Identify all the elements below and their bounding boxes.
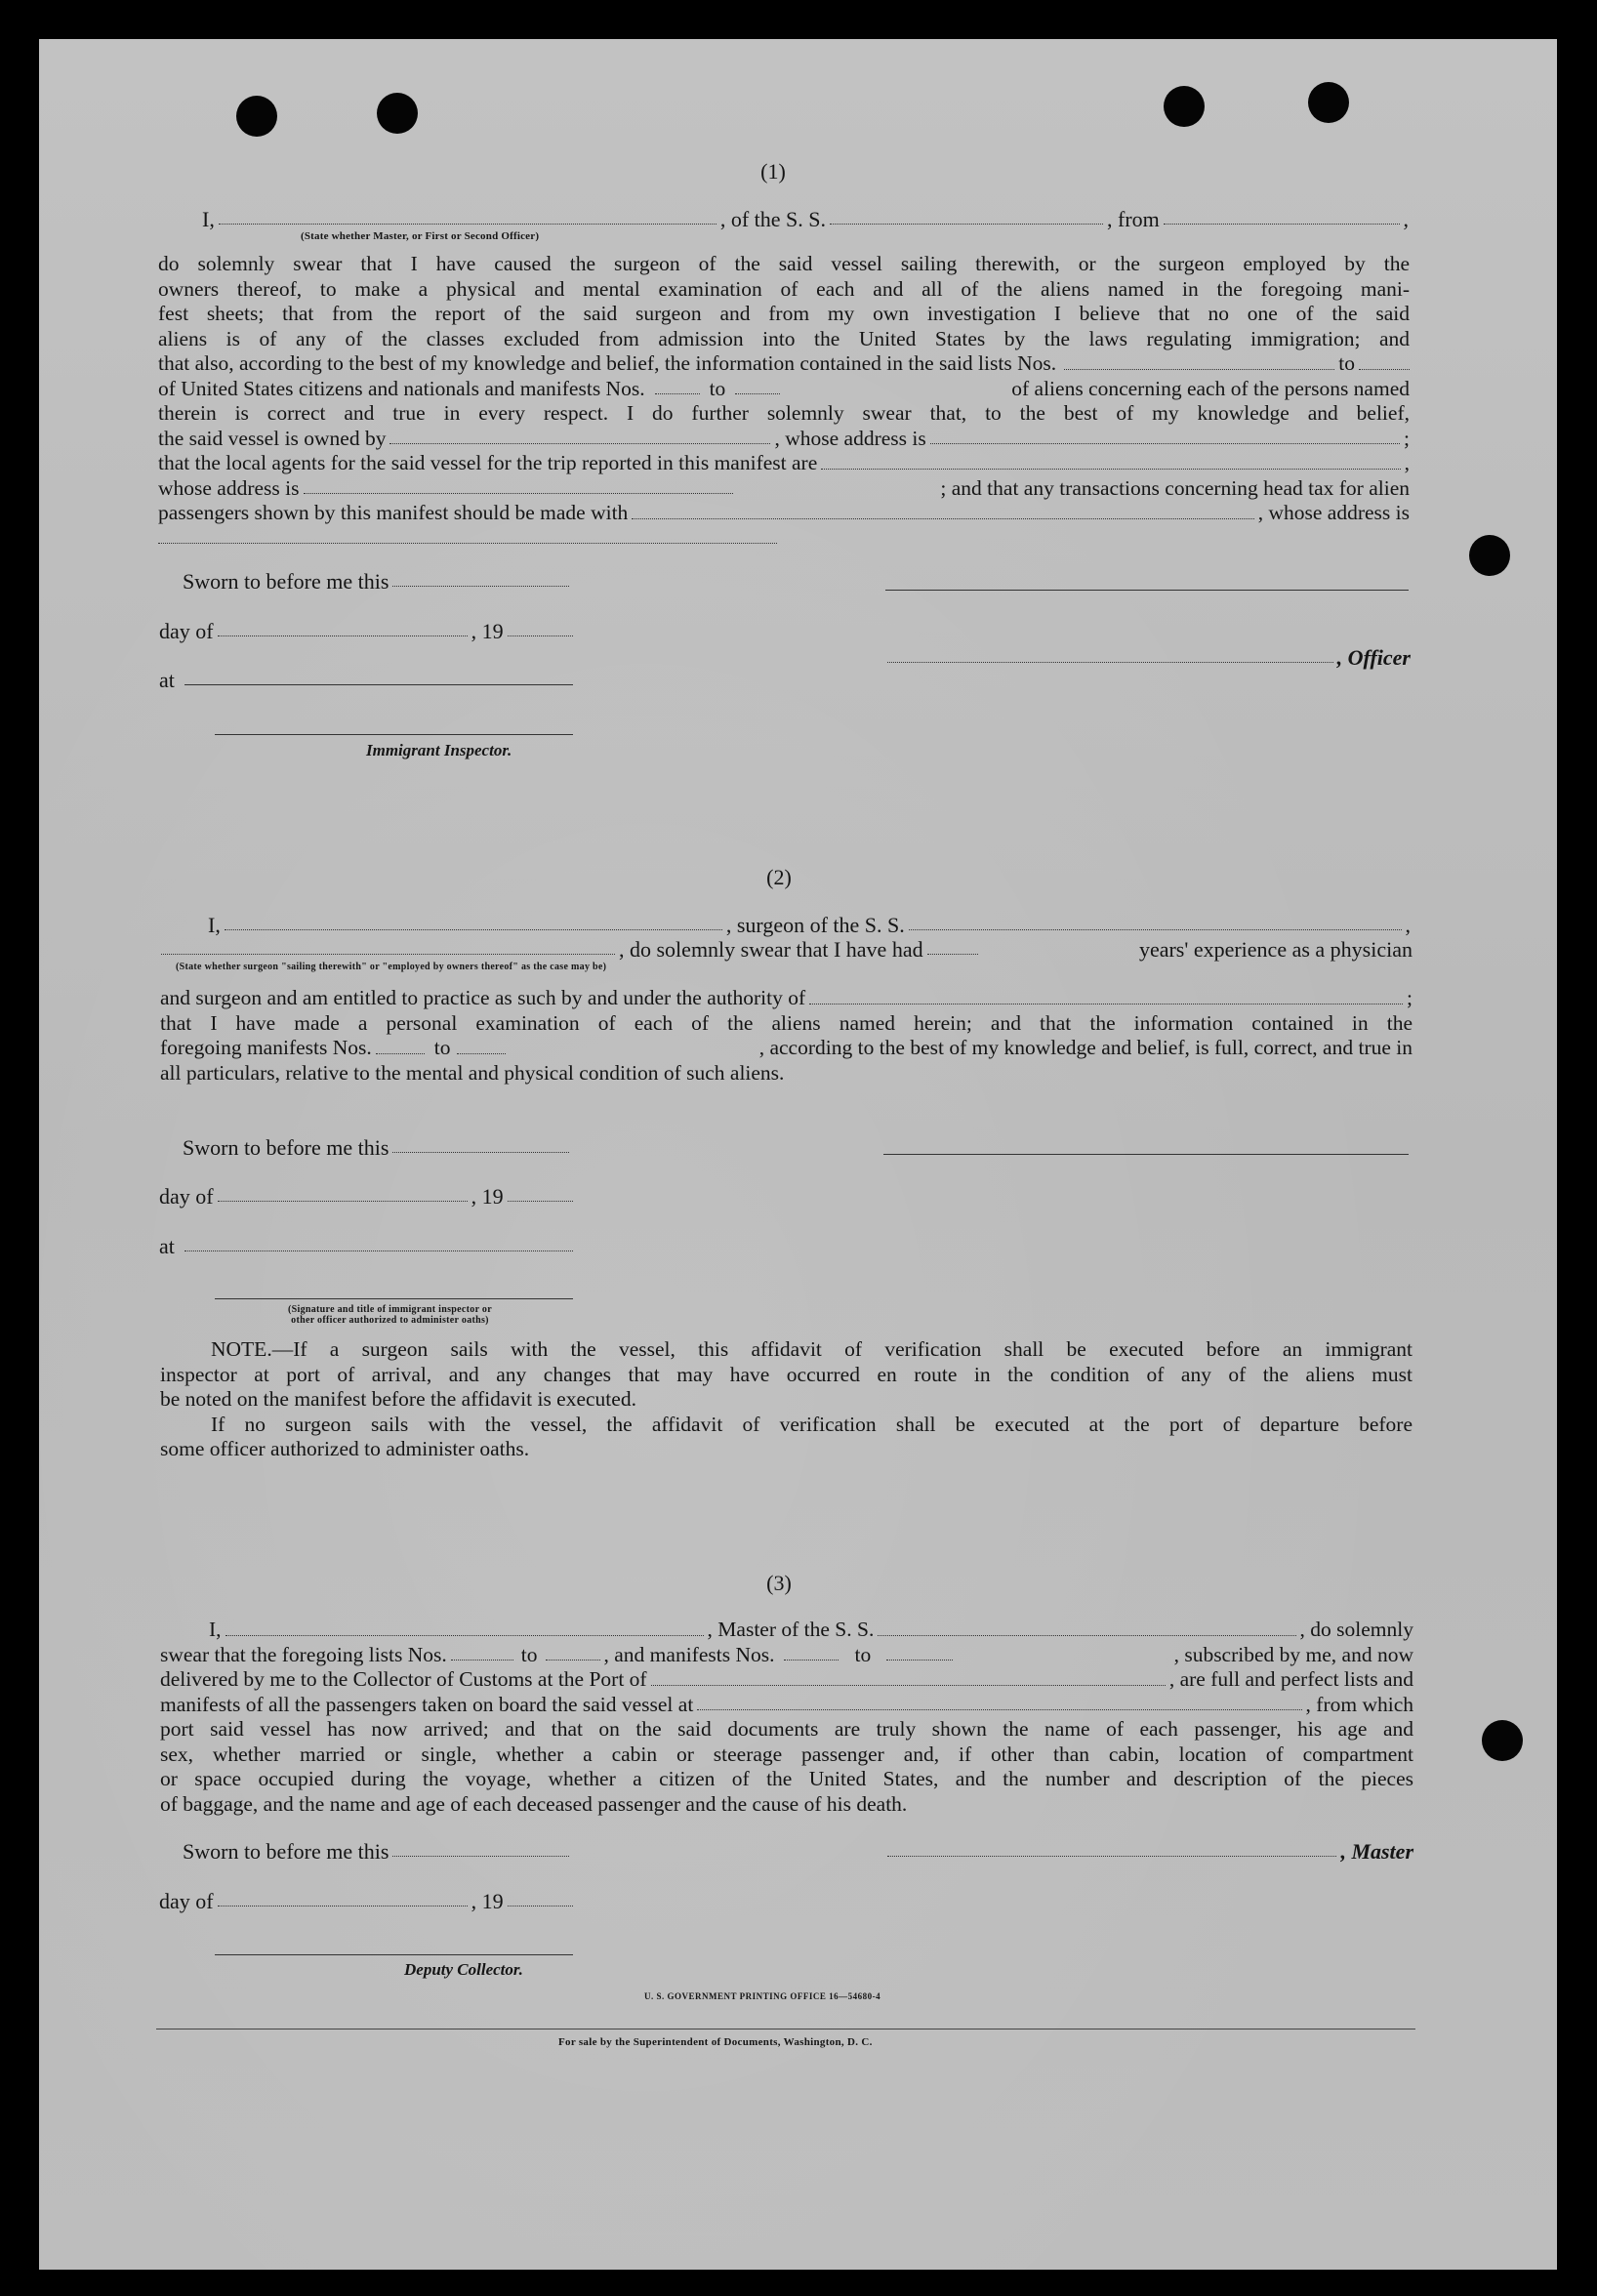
port-field[interactable] <box>651 1685 1166 1686</box>
field-caption: (State whether surgeon "sailing therewith" or "employed by owners thereof" as the case may be) <box>176 962 607 972</box>
inspector-signature-line[interactable] <box>215 734 573 735</box>
sworn-date-field[interactable] <box>392 1856 569 1857</box>
text-line: foregoing manifests Nos. to , according to the best of my knowledge and belief, is full, correct, and true in <box>160 1036 1413 1059</box>
text-line: that also, according to the best of my knowledge and belief, the information contained in the said lists Nos. to <box>158 351 1410 377</box>
officer-signature-field[interactable] <box>887 662 1333 663</box>
surgeon-declaration-line: I, , surgeon of the S. S. , <box>208 913 1411 937</box>
text-line: port said vessel has now arrived; and that on the said documents are truly shown the name of each passenger, his age and <box>160 1717 1413 1741</box>
text: , from <box>1107 207 1160 231</box>
boarding-port-field[interactable] <box>697 1709 1301 1710</box>
text-line: swear that the foregoing lists Nos. to , and manifests Nos. to , subscribed by me, and now <box>160 1642 1413 1666</box>
month-field[interactable] <box>218 1201 468 1202</box>
surgeon-experience-line: , do solemnly swear that I have had years' experience as a physician <box>161 937 1413 962</box>
surgeon-type-field[interactable] <box>161 954 615 955</box>
text-line: whose address is ; and that any transactions concerning head tax for alien <box>158 475 1410 500</box>
text-line: do solemnly swear that I have caused the surgeon of the said vessel sailing therewith, or the surgeon employed by the <box>158 252 1410 275</box>
text-line: sex, whether married or single, whether a cabin or steerage passenger and, if other than cabin, location of compartment <box>160 1742 1413 1766</box>
head-tax-party-field[interactable] <box>632 518 1253 519</box>
punch-hole <box>236 96 277 137</box>
text-line: If no surgeon sails with the vessel, the affidavit of verification shall be executed at the port of departure before <box>211 1412 1413 1436</box>
at-line: at <box>159 1234 573 1258</box>
text-line: of baggage, and the name and age of each deceased passenger and the cause of his death. <box>160 1791 908 1816</box>
punch-hole <box>1164 86 1205 127</box>
signature-caption: Deputy Collector. <box>404 1960 523 1979</box>
text-line: aliens is of any of the classes excluded from admission into the United States by the laws regulating immigration; and <box>158 326 1410 350</box>
field-caption: (State whether Master, or First or Second Officer) <box>301 230 540 242</box>
vessel-name-field[interactable] <box>830 224 1103 225</box>
text: I, <box>202 207 215 231</box>
head-tax-address-field[interactable] <box>158 543 777 544</box>
manifests-from-field[interactable] <box>376 1053 425 1054</box>
at-line: at <box>159 668 573 692</box>
sworn-line: Sworn to before me this <box>183 1135 573 1160</box>
note-paragraph <box>160 1337 1413 1462</box>
manifests-to-field[interactable] <box>735 393 780 394</box>
text-line: that the local agents for the said vessel for the trip reported in this manifest are , <box>158 451 1410 474</box>
section-number: (2) <box>766 865 792 889</box>
text-line: passengers shown by this manifest should be made with , whose address is <box>158 501 1410 524</box>
text-line: the said vessel is owned by , whose address is ; <box>158 426 1410 450</box>
punch-hole <box>377 93 418 134</box>
collector-signature-line[interactable] <box>215 1954 573 1955</box>
signature-caption: (Signature and title of immigrant inspector or other officer authorized to administer oaths) <box>288 1304 492 1326</box>
text-line: owners thereof, to make a physical and mental examination of each and all of the aliens named in the foregoing mani- <box>158 276 1410 301</box>
text-line: some officer authorized to administer oaths. <box>160 1437 530 1460</box>
manifests-from-field[interactable] <box>655 393 700 394</box>
master-vessel-field[interactable] <box>878 1635 1295 1636</box>
agents-address-field[interactable] <box>304 493 733 494</box>
text: , <box>1403 207 1409 231</box>
lists-to-field[interactable] <box>1359 369 1410 370</box>
text-line: be noted on the manifest before the affidavit is executed. <box>160 1387 636 1411</box>
day-of-line: day of , 19 <box>159 1889 573 1913</box>
oath-paragraph <box>160 986 1413 1086</box>
text-line: NOTE.—If a surgeon sails with the vessel, this affidavit of verification shall be executed before an immigrant <box>211 1337 1413 1361</box>
manifests-to-field[interactable] <box>457 1053 506 1054</box>
master-oath-paragraph <box>160 1618 1413 1817</box>
text-line: inspector at port of arrival, and any changes that may have occurred en route in the condition of any of the aliens must <box>160 1362 1413 1386</box>
text-line: delivered by me to the Collector of Customs at the Port of , are full and perfect lists and <box>160 1667 1413 1691</box>
punch-hole <box>1308 82 1349 123</box>
text-line: and surgeon and am entitled to practice as such by and under the authority of ; <box>160 986 1413 1009</box>
master-name-field[interactable] <box>225 1635 704 1636</box>
surgeon-name-field[interactable] <box>225 929 722 930</box>
text-line: fest sheets; that from the report of the said surgeon and from my own investigation I believe that no one of the said <box>158 302 1410 325</box>
inspector-signature-line[interactable] <box>215 1298 573 1299</box>
text-line <box>158 526 1410 552</box>
text-line: of United States citizens and nationals and manifests Nos. to of aliens concerning each of the persons named <box>158 376 1410 400</box>
master-signature-field[interactable] <box>887 1856 1336 1857</box>
local-agents-field[interactable] <box>821 469 1400 470</box>
signature-caption: Immigrant Inspector. <box>366 741 512 759</box>
years-field[interactable] <box>927 954 978 955</box>
sworn-date-field[interactable] <box>392 586 569 587</box>
text-line: I, , Master of the S. S. , do solemnly <box>209 1618 1413 1641</box>
owner-address-field[interactable] <box>930 443 1400 444</box>
text-line: all particulars, relative to the mental and physical condition of such aliens. <box>160 1060 785 1085</box>
place-field[interactable] <box>184 684 573 685</box>
punch-hole <box>1469 535 1510 576</box>
day-of-line: day of , 19 <box>159 619 573 643</box>
printer-imprint: U. S. GOVERNMENT PRINTING OFFICE 16—54680-4 <box>644 1991 881 2001</box>
punch-hole <box>1482 1720 1523 1761</box>
text-line: or space occupied during the voyage, whether a citizen of the United States, and the number and description of the pieces <box>160 1767 1413 1790</box>
officer-declaration-line <box>202 207 1409 231</box>
text-line: manifests of all the passengers taken on board the said vessel at , from which <box>160 1692 1413 1716</box>
section-number: (3) <box>766 1571 792 1595</box>
from-port-field[interactable] <box>1164 224 1400 225</box>
master-signature-line: , Master <box>883 1839 1413 1864</box>
sworn-line: Sworn to before me this <box>183 1839 573 1864</box>
text-line: that I have made a personal examination of each of the aliens named herein; and that the information contained in the <box>160 1010 1413 1035</box>
sworn-line: Sworn to before me this <box>183 569 573 594</box>
officer-name-field[interactable] <box>219 224 717 225</box>
footer-rule <box>156 2029 1415 2030</box>
oath-paragraph <box>158 252 1410 551</box>
sworn-date-field[interactable] <box>392 1152 569 1153</box>
officer-title-line: , Officer <box>883 645 1411 670</box>
section-number: (1) <box>760 159 786 184</box>
place-field[interactable] <box>184 1250 573 1251</box>
owner-field[interactable] <box>389 443 770 444</box>
year-field[interactable] <box>508 1201 573 1202</box>
day-of-line: day of , 19 <box>159 1184 573 1209</box>
surgeon-signature-line[interactable] <box>883 1154 1409 1155</box>
text: , of the S. S. <box>719 207 827 231</box>
text-line: therein is correct and true in every respect. I do further solemnly swear that, to the best of my knowledge and belief, <box>158 401 1410 425</box>
surgeon-vessel-field[interactable] <box>909 929 1402 930</box>
sale-notice: For sale by the Superintendent of Documents, Washington, D. C. <box>558 2036 873 2048</box>
officer-signature-line[interactable] <box>885 590 1409 591</box>
lists-from-field[interactable] <box>1064 369 1334 370</box>
